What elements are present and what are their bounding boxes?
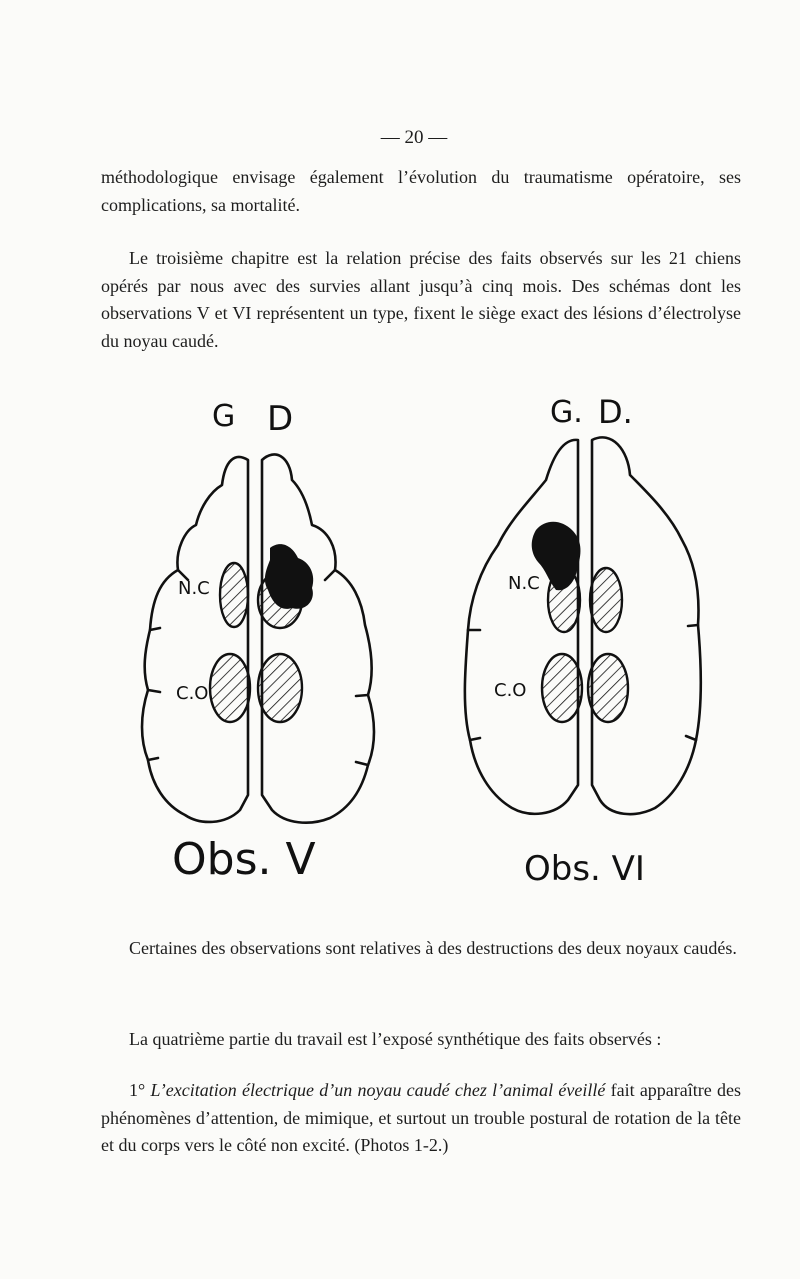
figure-obs-5: [130, 390, 390, 900]
figure-obs-6-label-d: D.: [598, 393, 633, 431]
figure-obs-6: [450, 390, 720, 900]
figure-obs-6-drawing: [450, 430, 720, 870]
figure-obs-6-label-nc: N.C: [508, 573, 540, 594]
paragraph-5-italic: L’excitation électrique d’un noyau caudé chez l’animal éveillé: [150, 1080, 606, 1100]
page-number: — 20 —: [380, 127, 448, 148]
paragraph-5-rest: fait apparaître des phénomènes d’attention, de mimique, et surtout un trouble postural de rotation de la tête et du corps vers le côté non excité. (Photos 1-2.): [101, 1080, 742, 1155]
figure-obs-6-label-g: G.: [550, 395, 583, 430]
figure-obs-5-label-d: D: [267, 399, 294, 439]
paragraph-2: Le troisième chapitre est la relation précise des faits observés sur les 21 chiens opérés par nous avec des survies allant jusqu’à cinq mois. Des schémas dont les observations V et VI représentent un type, fixent le siège exact des lésions d’électrolyse du noyau caudé.: [101, 248, 741, 351]
paragraph-5: [101, 1077, 741, 1160]
left-co-nucleus: [210, 654, 250, 722]
figure-obs-5-label-g: G: [212, 399, 236, 434]
left-co-nucleus: [542, 654, 582, 722]
right-caudate-nucleus: [590, 568, 622, 632]
right-hemisphere: [262, 454, 374, 822]
right-co-nucleus: [258, 654, 302, 722]
left-caudate-nucleus: [220, 563, 248, 627]
paragraph-5-number: 1°: [129, 1080, 146, 1100]
figure-obs-5-label-nc: N.C: [178, 578, 210, 599]
paragraph-3: Certaines des observations sont relatives à des destructions des deux noyaux caudés.: [129, 938, 737, 958]
lesion-mark: [532, 522, 581, 590]
figure-obs-5-label-co: C.O: [176, 683, 209, 704]
figure-obs-5-drawing: [130, 430, 390, 870]
right-co-nucleus: [588, 654, 628, 722]
paragraph-1: méthodologique envisage également l’évolution du traumatisme opératoire, ses complications, sa mortalité.: [101, 167, 741, 215]
left-hemisphere: [142, 457, 248, 822]
figure-obs-6-caption: Obs. VI: [524, 849, 645, 889]
figure-obs-6-label-co: C.O: [494, 680, 527, 701]
figure-obs-5-caption: Obs. V: [172, 834, 316, 885]
paragraph-4: La quatrième partie du travail est l’exposé synthétique des faits observés :: [129, 1029, 662, 1049]
